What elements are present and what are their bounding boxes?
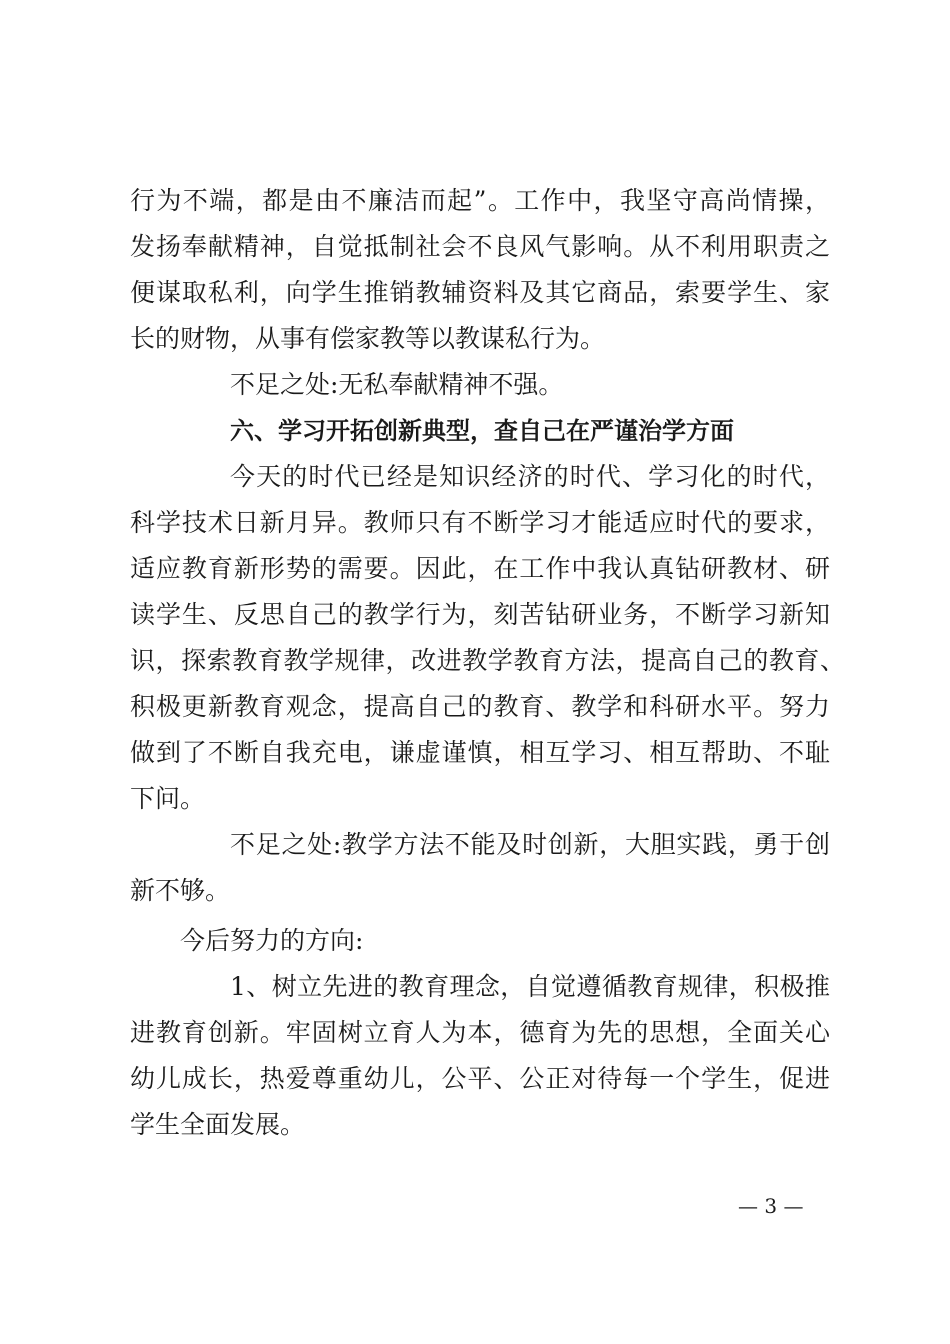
- section-heading: 六、学习开拓创新典型，查自己在严谨治学方面: [230, 417, 734, 445]
- paragraph-line: 便谋取私利，向学生推销教辅资料及其它商品，索要学生、家: [130, 278, 830, 307]
- paragraph-line: 今天的时代已经是知识经济的时代、学习化的时代，: [230, 462, 830, 491]
- list-item-line: 学生全面发展。: [130, 1110, 306, 1139]
- paragraph-line: 适应教育新形势的需要。因此，在工作中我认真钻研教材、研: [130, 554, 830, 583]
- page-number: — 3 —: [738, 1194, 804, 1218]
- paragraph-line: 积极更新教育观念，提高自己的教育、教学和科研水平。努力: [130, 692, 830, 721]
- shortcoming-text: 新不够。: [130, 876, 231, 905]
- shortcoming-text: 不足之处:无私奉献精神不强。: [230, 370, 564, 399]
- paragraph-line: 行为不端，都是由不廉洁而起”。工作中，我坚守高尚情操，: [130, 186, 830, 215]
- list-item-line: 1、树立先进的教育理念，自觉遵循教育规律，积极推: [230, 972, 830, 1001]
- paragraph-line: 读学生、反思自己的教学行为，刻苦钻研业务，不断学习新知: [130, 600, 830, 629]
- paragraph-line: 做到了不断自我充电，谦虚谨慎，相互学习、相互帮助、不耻: [130, 738, 830, 767]
- paragraph-line: 科学技术日新月异。教师只有不断学习才能适应时代的要求，: [130, 508, 830, 537]
- paragraph-line: 下问。: [130, 784, 206, 813]
- list-item-line: 进教育创新。牢固树立育人为本，德育为先的思想，全面关心: [130, 1018, 830, 1047]
- future-direction-heading: 今后努力的方向:: [180, 926, 364, 955]
- list-item-line: 幼儿成长，热爱尊重幼儿，公平、公正对待每一个学生，促进: [130, 1064, 830, 1093]
- paragraph-line: 发扬奉献精神，自觉抵制社会不良风气影响。从不利用职责之: [130, 232, 830, 261]
- paragraph-line: 长的财物，从事有偿家教等以教谋私行为。: [130, 324, 606, 353]
- shortcoming-text: 不足之处:教学方法不能及时创新，大胆实践，勇于创: [230, 830, 830, 859]
- paragraph-line: 识，探索教育教学规律，改进教学教育方法，提高自己的教育、: [130, 646, 845, 675]
